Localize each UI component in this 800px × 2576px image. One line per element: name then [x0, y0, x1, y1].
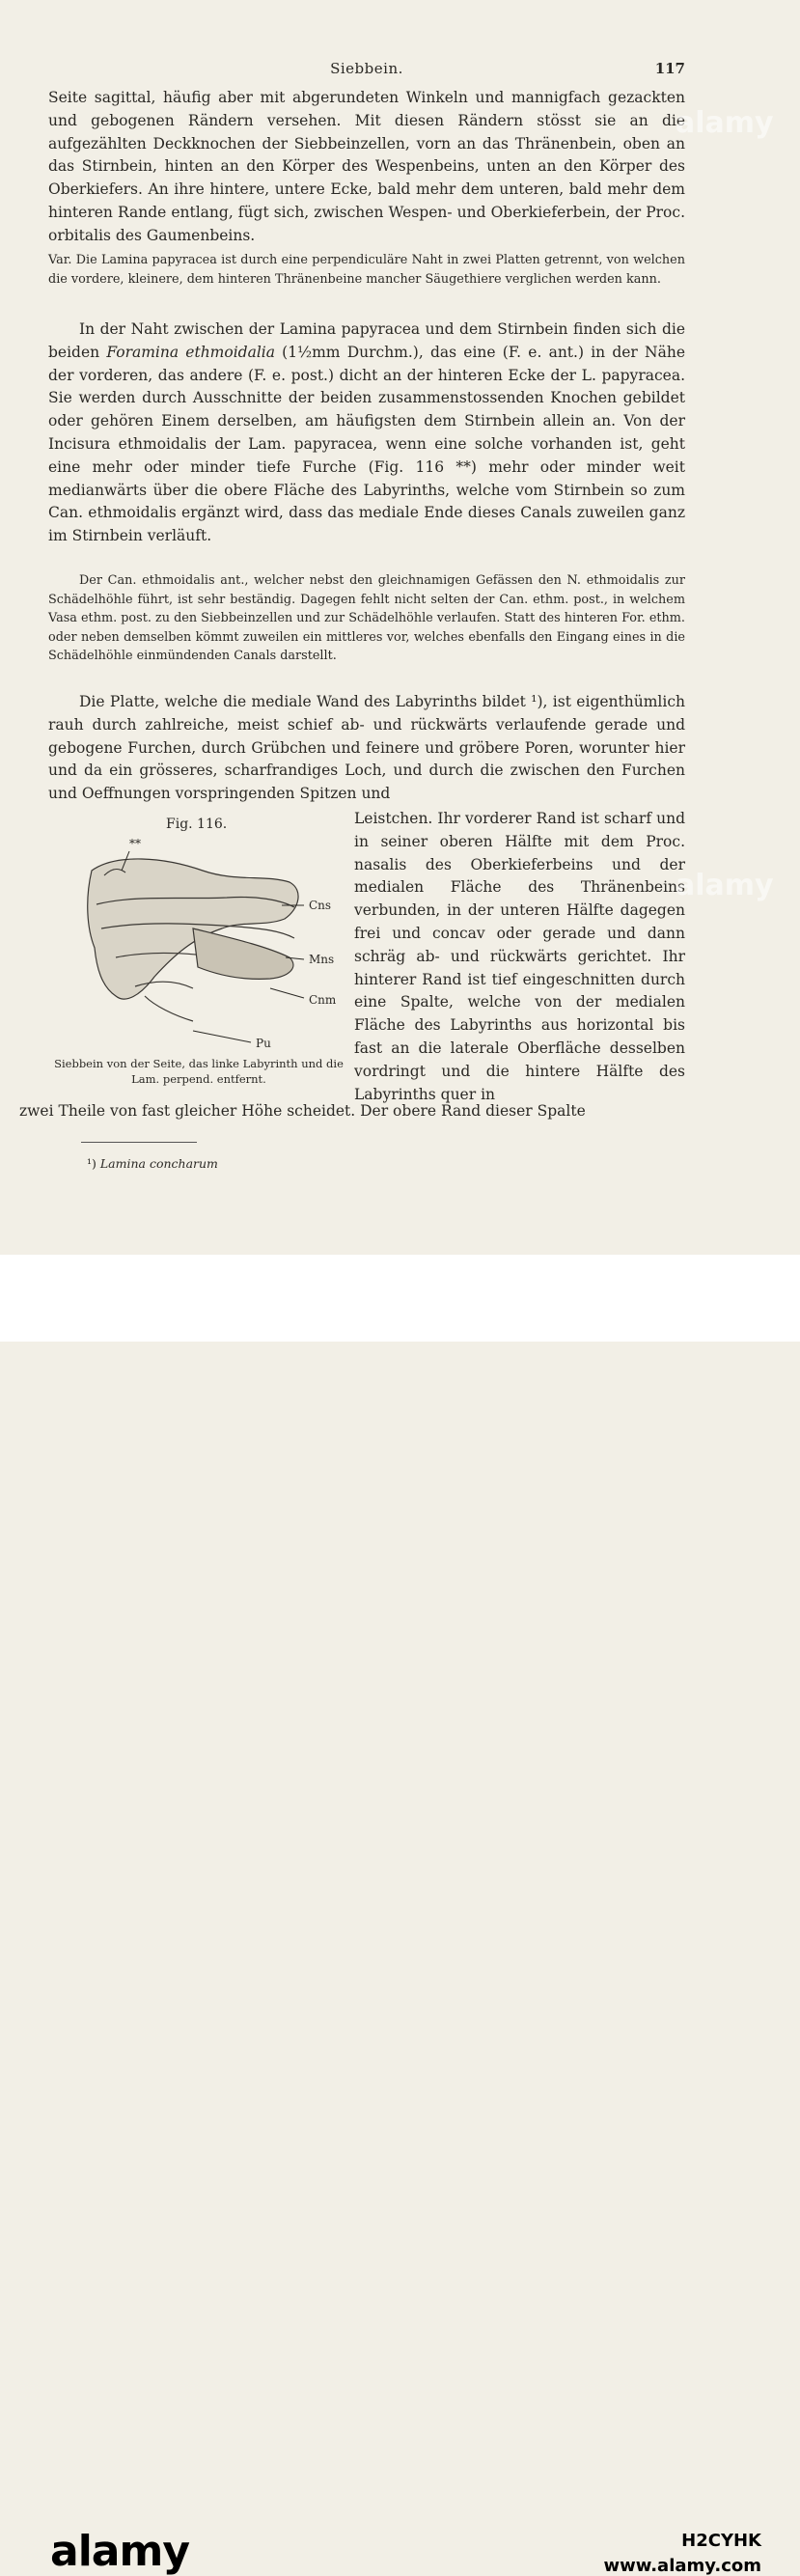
running-title: Siebbein.	[330, 60, 403, 77]
variation-note	[48, 251, 685, 289]
footnote-text: Lamina concharum	[99, 1156, 218, 1171]
paragraph-2	[48, 319, 685, 548]
footnote	[87, 1156, 218, 1171]
small-print-note: Der Can. ethmoidalis ant., welcher nebst den gleichnamigen Gefässen den N. ethmoidalis zur Schädelhöhle führt, ist sehr beständig. Dagegen fehlt nicht selten der Can. ethm. post., in welchem Vasa ethm. post. zu den Siebbeinzellen und zur Schädelhöhle verlaufen. Statt des hinteren For. ethm. oder neben demselben kömmt zuweilen ein mittleres vor, welches ebenfalls den Eingang eines in die Schädelhöhle einmündenden Canals darstellt.	[48, 573, 685, 663]
figure-label: Fig. 116.	[166, 817, 228, 832]
label-double-star: **	[129, 837, 141, 850]
paragraph-2-start: In der Naht zwischen der Lamina papyracea und dem Stirnbein finden sich die beiden	[48, 320, 685, 361]
figure-caption: Siebbein von der Seite, das linke Labyrinth und die Lam. perpend. entfernt.	[54, 1057, 344, 1086]
page-number: 117	[654, 60, 685, 77]
label-cnm: Cnm	[309, 993, 337, 1007]
alamy-logo: alamy	[50, 2527, 189, 2576]
site-url: www.alamy.com	[603, 2556, 761, 2576]
running-header	[48, 60, 685, 83]
label-mns: Mns	[309, 953, 335, 966]
paragraph-3-column: Leistchen. Ihr vorderer Rand ist scharf und in seiner oberen Hälfte mit dem Proc. nasalis des Oberkieferbeins und der medialen Fläche des Thränenbeins verbunden, in der unteren Hälfte dagegen frei und concav oder gerade und dann schräg ab- und rückwärts gerichtet. Ihr hinterer Rand ist tief eingeschnitten durch eine Spalte, welche von der medialen Fläche des Labyrinths aus horizontal bis fast an die laterale Oberfläche desselben vordringt und die hintere Hälfte des Labyrinths quer in	[354, 810, 685, 1103]
book-page	[0, 0, 800, 1255]
paragraph-3-end: zwei Theile von fast gleicher Höhe scheidet. Der obere Rand dieser Spalte	[19, 1102, 586, 1120]
paragraph-1: Seite sagittal, häufig aber mit abgerundeten Winkeln und mannigfach gezackten und gebogenen Rändern versehen. Mit diesen Rändern stösst sie an die aufgezählten Deckknochen der Siebbeinzellen, vorn an das Thränenbein, oben an das Stirnbein, hinten an den Körper des Wespenbeins, unten an den Körper des Oberkiefers. An ihre hintere, untere Ecke, bald mehr dem unteren, bald mehr dem hinteren Rande entlang, fügt sich, zwischen Wespen- und Oberkieferbein, der Proc. orbitalis des Gaumenbeins.	[48, 89, 685, 244]
foramina-term: Foramina ethmoidalia	[106, 343, 275, 361]
paragraph-3: Die Platte, welche die mediale Wand des Labyrinths bildet ¹), ist eigenthümlich rauh durch zahlreiche, meist schief ab- und rückwärts verlaufende gerade und gebogene Furchen, durch Grübchen und feinere und gröbere Poren, worunter hier und da ein grösseres, scharfrandiges Loch, und durch die zwischen den Furchen und Oeffnungen vorspringenden Spitzen und	[48, 693, 685, 803]
label-pu: Pu	[256, 1037, 271, 1050]
footnote-rule	[81, 1142, 197, 1143]
figure-116-ethmoid-drawing	[58, 832, 347, 1054]
variation-text: Var. Die Lamina papyracea ist durch eine perpendiculäre Naht in zwei Platten getrennt, von welchen die vordere, kleinere, dem hinteren Thränenbeine mancher Säugethiere verglichen werden kann.	[48, 253, 685, 287]
footnote-mark: ¹)	[87, 1156, 97, 1171]
watermark-overlay-1: alamy	[676, 106, 774, 140]
label-cns: Cns	[309, 899, 332, 912]
paragraph-2-rest: (1½mm Durchm.), das eine (F. e. ant.) in der Nähe der vorderen, das andere (F. e. post.) dicht an der hinteren Ecke der L. papyracea. Sie werden durch Ausschnitte der beiden zusammenstossenden Knochen gebildet oder gehören Einem derselben, am häufigsten dem Stirnbein allein an. Von der Incisura ethmoidalis der Lam. papyracea, wenn eine solche vorhanden ist, geht eine mehr oder minder tiefe Furche (Fig. 116 **) mehr oder minder weit medianwärts über die obere Fläche des Labyrinths, welche vom Stirnbein so zum Can. ethmoidalis ergänzt wird, dass das mediale Ende dieses Canals zuweilen ganz im Stirnbein verläuft.	[48, 343, 685, 545]
watermark-overlay-2: alamy	[676, 869, 774, 902]
image-id: H2CYHK	[681, 2531, 761, 2551]
watermark-bar	[0, 1255, 800, 2576]
